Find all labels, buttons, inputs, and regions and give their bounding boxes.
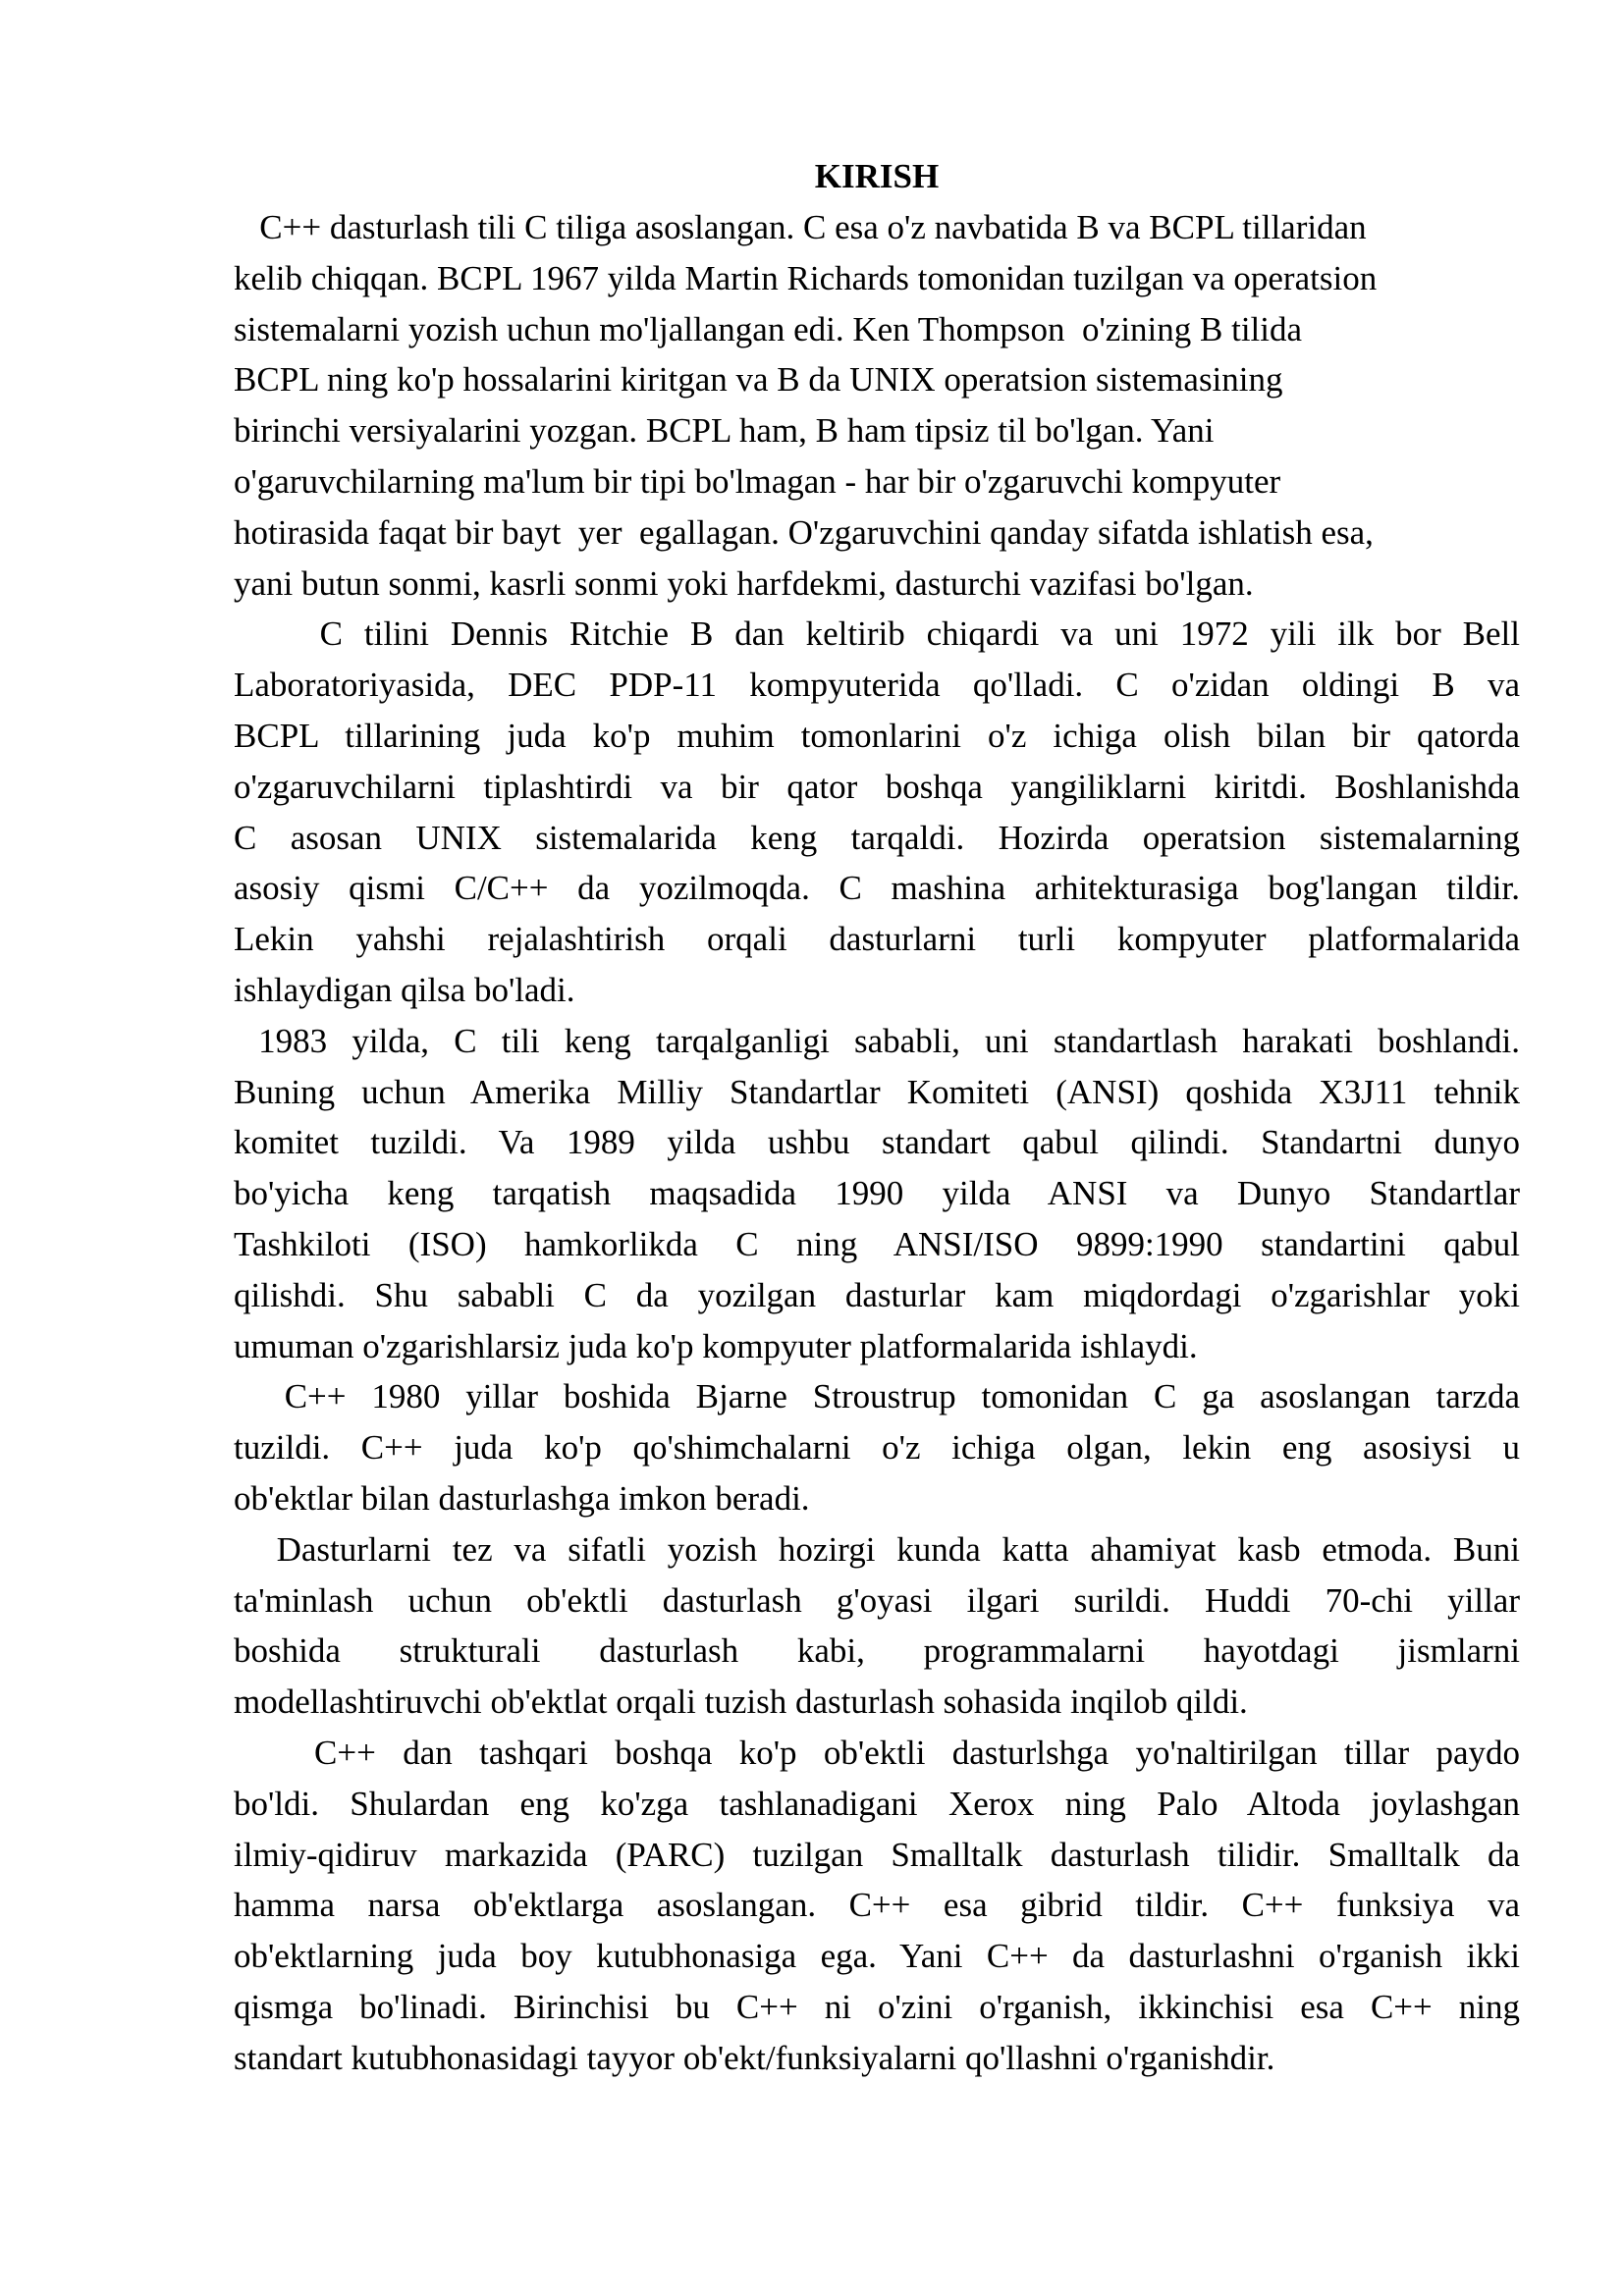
- paragraph-line: C++ dan tashqari boshqa ko'p ob'ektli dasturlshga yo'naltirilgan tillar paydo: [234, 1733, 1520, 1772]
- paragraph-1: [234, 202, 1520, 609]
- paragraph-line: o'zgaruvchilarni tiplashtirdi va bir qator boshqa yangiliklarni kiritdi. Boshlanishda: [234, 767, 1520, 806]
- paragraph-line: standart kutubhonasidagi tayyor ob'ekt/funksiyalarni qo'llashni o'rganishdir.: [234, 2038, 1275, 2077]
- paragraph-line: qilishdi. Shu sababli C da yozilgan dasturlar kam miqdordagi o'zgarishlar yoki: [234, 1275, 1520, 1314]
- paragraph-line: ob'ektlarning juda boy kutubhonasiga ega. Yani C++ da dasturlashni o'rganish ikki: [234, 1937, 1520, 1976]
- body-text: [234, 202, 1520, 2083]
- paragraph-line: BCPL ning ko'p hossalarini kiritgan va B da UNIX operatsion sistemasining: [234, 360, 1283, 400]
- paragraph-line: C++ 1980 yillar boshida Bjarne Stroustrup tomonidan C ga asoslangan tarzda: [234, 1377, 1520, 1416]
- paragraph-line: C asosan UNIX sistemalarida keng tarqaldi. Hozirda operatsion sistemalarning: [234, 818, 1520, 857]
- paragraph-2: [234, 609, 1520, 1015]
- paragraph-line: BCPL tillarining juda ko'p muhim tomonlarini o'z ichiga olish bilan bir qatorda: [234, 716, 1520, 755]
- paragraph-line: Dasturlarni tez va sifatli yozish hozirgi kunda katta ahamiyat kasb etmoda. Buni: [234, 1529, 1520, 1569]
- paragraph-line: umuman o'zgarishlarsiz juda ko'p kompyuter platformalarida ishlaydi.: [234, 1326, 1198, 1365]
- paragraph-line: Laboratoriyasida, DEC PDP-11 kompyuterida qo'lladi. C o'zidan oldingi B va: [234, 666, 1520, 705]
- paragraph-line: Lekin yahshi rejalashtirish orqali dasturlarni turli kompyuter platformalarida: [234, 920, 1520, 959]
- paragraph-line: boshida strukturali dasturlash kabi, programmalarni hayotdagi jismlarni: [234, 1631, 1520, 1671]
- paragraph-line: C tilini Dennis Ritchie B dan keltirib chiqardi va uni 1972 yili ilk bor Bell: [234, 614, 1520, 654]
- paragraph-line: asosiy qismi C/C++ da yozilmoqda. C mashina arhitekturasiga bog'langan tildir.: [234, 869, 1520, 908]
- paragraph-3: [234, 1016, 1520, 1372]
- document-page: [234, 151, 1520, 2083]
- paragraph-6: [234, 1728, 1520, 2084]
- paragraph-line: 1983 yilda, C tili keng tarqalganligi sababli, uni standartlash harakati boshlandi.: [234, 1021, 1520, 1060]
- paragraph-line: Buning uchun Amerika Milliy Standartlar Komiteti (ANSI) qoshida X3J11 tehnik: [234, 1072, 1520, 1111]
- paragraph-line: bo'ldi. Shulardan eng ko'zga tashlanadigani Xerox ning Palo Altoda joylashgan: [234, 1784, 1520, 1823]
- paragraph-line: sistemalarni yozish uchun mo'ljallangan edi. Ken Thompson o'zining B tilida: [234, 309, 1303, 348]
- paragraph-line: o'garuvchilarning ma'lum bir tipi bo'lmagan - har bir o'zgaruvchi kompyuter: [234, 461, 1281, 501]
- paragraph-line: kelib chiqqan. BCPL 1967 yilda Martin Richards tomonidan tuzilgan va operatsion: [234, 258, 1378, 297]
- paragraph-line: ishlaydigan qilsa bo'ladi.: [234, 970, 575, 1009]
- paragraph-line: C++ dasturlash tili C tiliga asoslangan. C esa o'z navbatida B va BCPL tillaridan: [234, 208, 1367, 246]
- paragraph-line: yani butun sonmi, kasrli sonmi yoki harfdekmi, dasturchi vazifasi bo'lgan.: [234, 563, 1254, 603]
- paragraph-line: modellashtiruvchi ob'ektlat orqali tuzish dasturlash sohasida inqilob qildi.: [234, 1682, 1248, 1722]
- paragraph-line: tuzildi. C++ juda ko'p qo'shimchalarni o'z ichiga olgan, lekin eng asosiysi u: [234, 1428, 1520, 1468]
- paragraph-4: [234, 1371, 1520, 1523]
- paragraph-line: ob'ektlar bilan dasturlashga imkon beradi.: [234, 1478, 810, 1518]
- paragraph-line: ta'minlash uchun ob'ektli dasturlash g'oyasi ilgari surildi. Huddi 70-chi yillar: [234, 1580, 1520, 1620]
- paragraph-line: birinchi versiyalarini yozgan. BCPL ham, B ham tipsiz til bo'lgan. Yani: [234, 411, 1215, 451]
- paragraph-line: hotirasida faqat bir bayt yer egallagan. O'zgaruvchini qanday sifatda ishlatish esa,: [234, 512, 1374, 552]
- paragraph-line: Tashkiloti (ISO) hamkorlikda C ning ANSI/ISO 9899:1990 standartini qabul: [234, 1224, 1520, 1263]
- paragraph-line: bo'yicha keng tarqatish maqsadida 1990 yilda ANSI va Dunyo Standartlar: [234, 1174, 1520, 1213]
- page-title: KIRISH: [814, 157, 940, 195]
- paragraph-line: ilmiy-qidiruv markazida (PARC) tuzilgan Smalltalk dasturlash tilidir. Smalltalk da: [234, 1835, 1520, 1874]
- paragraph-line: komitet tuzildi. Va 1989 yilda ushbu standart qabul qilindi. Standartni dunyo: [234, 1123, 1520, 1162]
- paragraph-5: [234, 1524, 1520, 1728]
- paragraph-line: qismga bo'linadi. Birinchisi bu C++ ni o'zini o'rganish, ikkinchisi esa C++ ning: [234, 1987, 1520, 2026]
- paragraph-line: hamma narsa ob'ektlarga asoslangan. C++ esa gibrid tildir. C++ funksiya va: [234, 1886, 1520, 1925]
